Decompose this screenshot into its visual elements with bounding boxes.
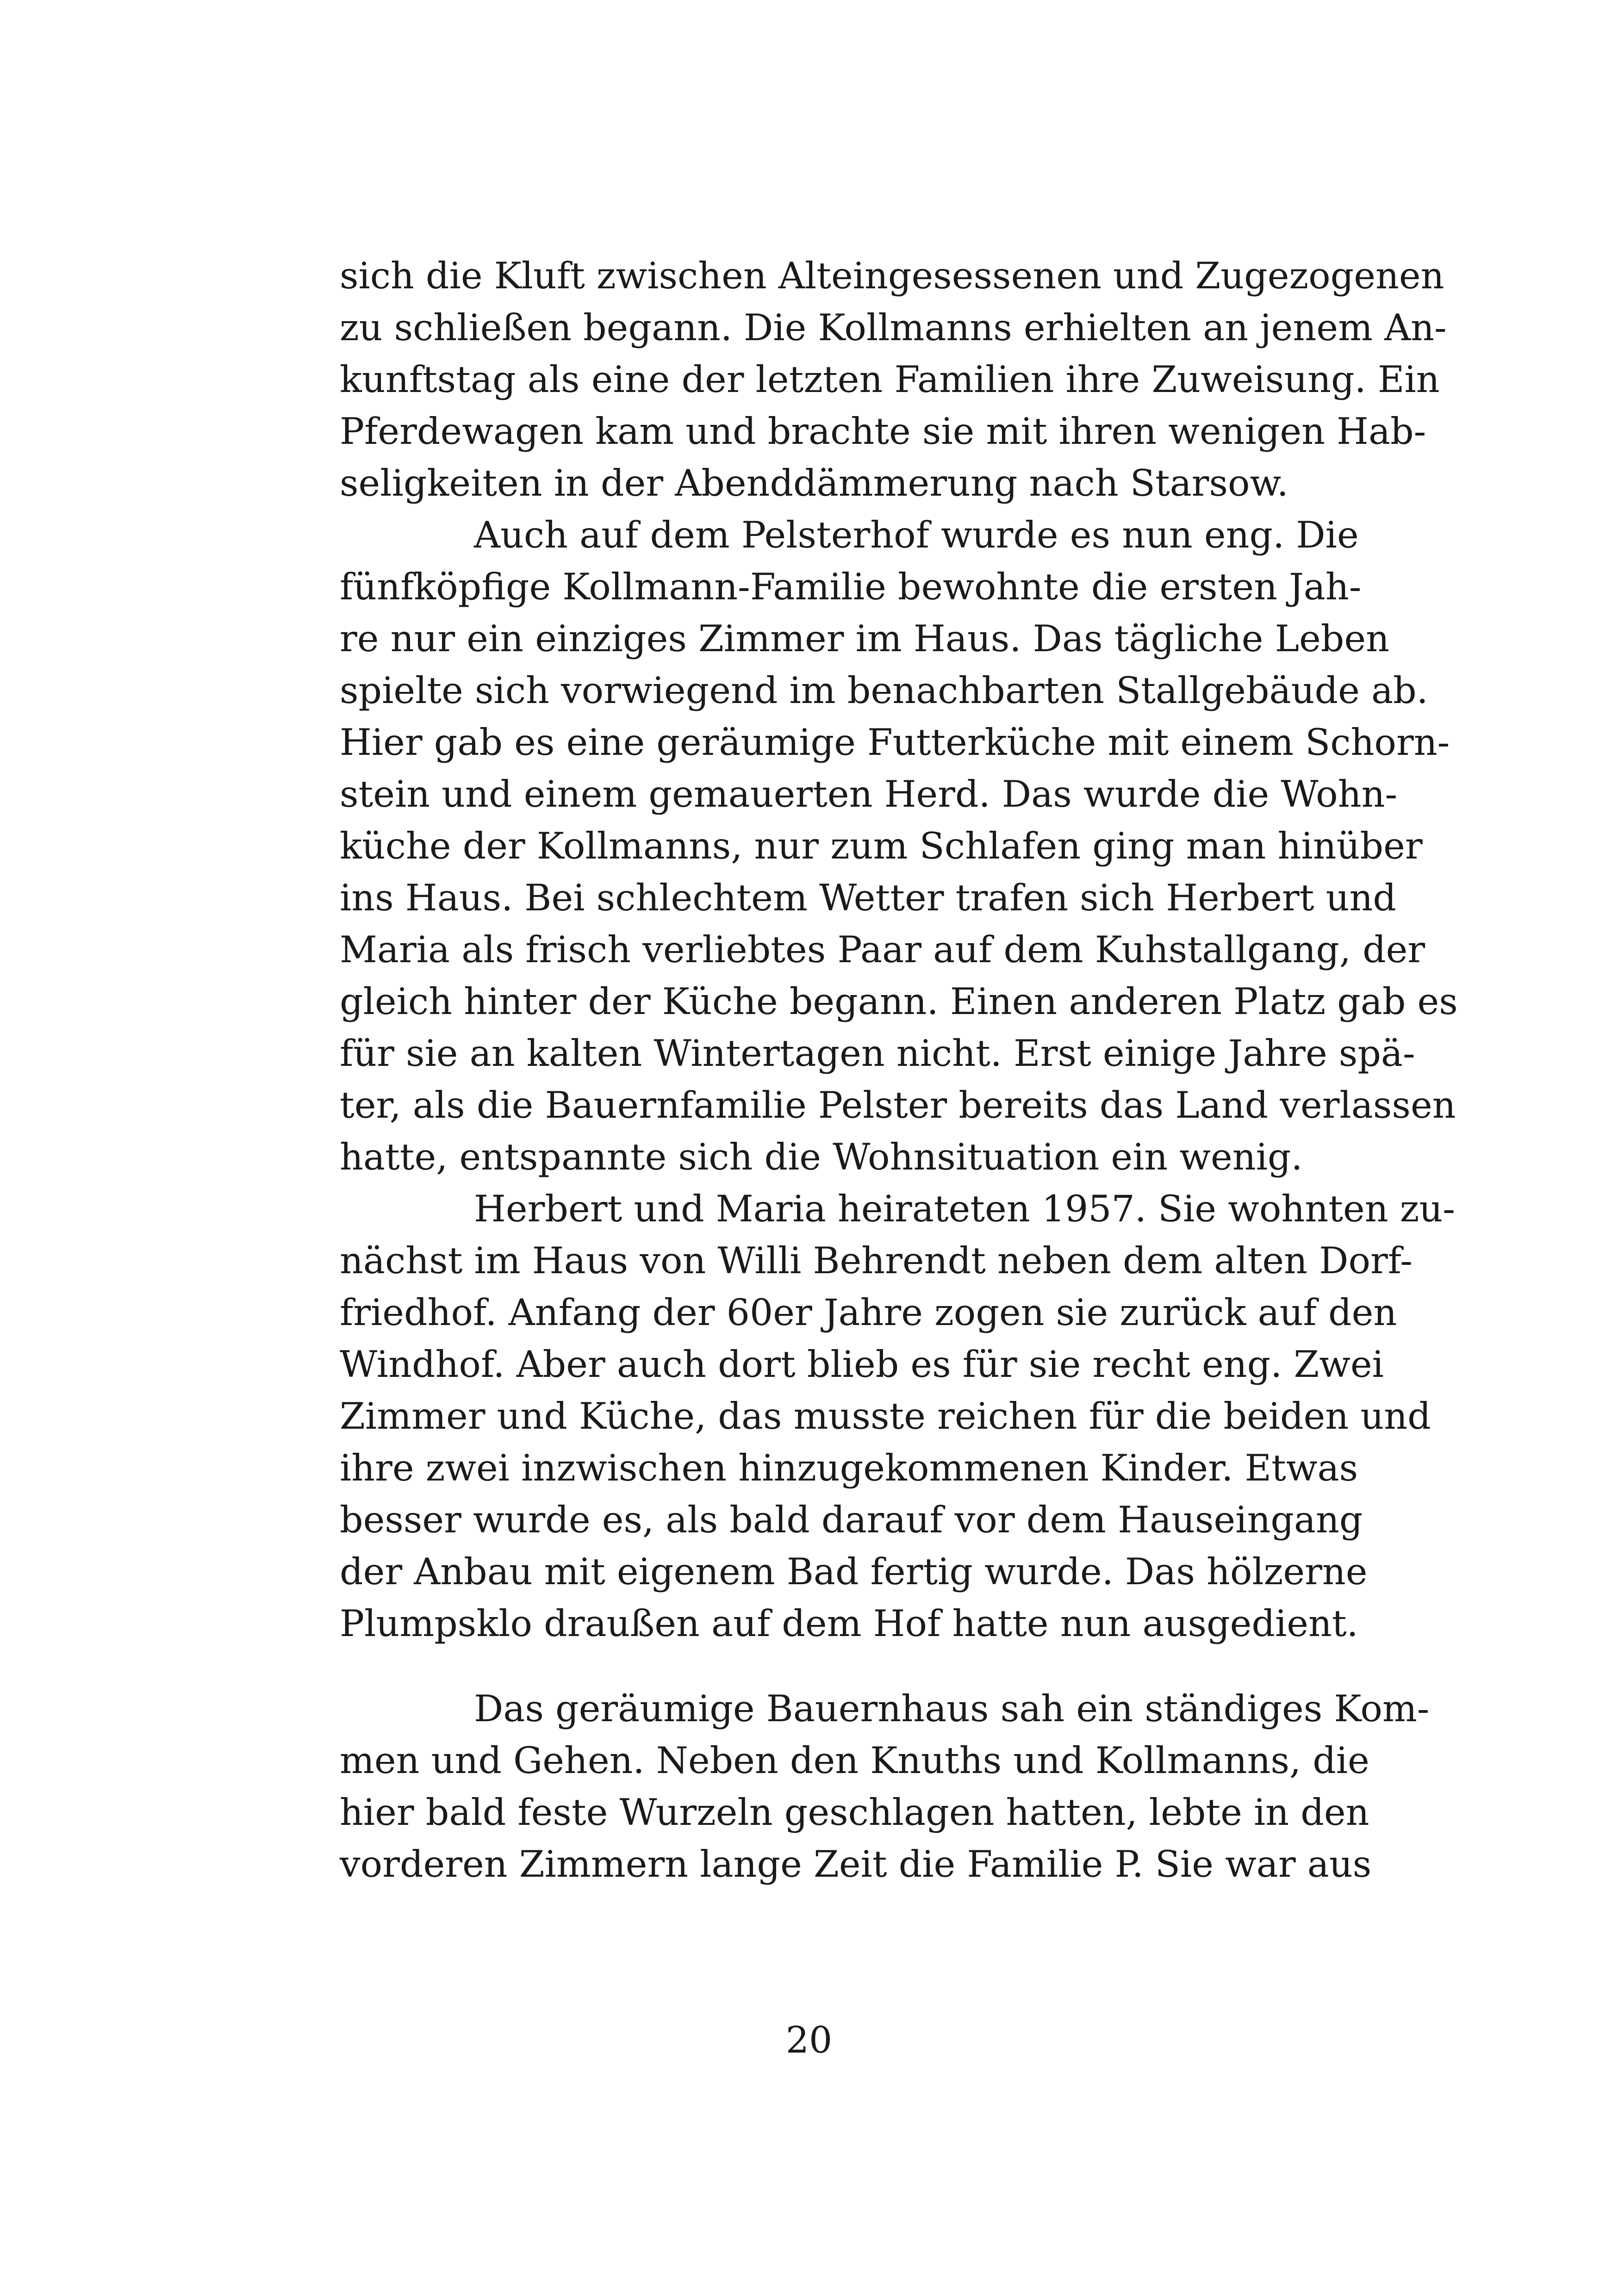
text-line: re nur ein einziges Zimmer im Haus. Das tägliche Leben bbox=[340, 617, 1390, 660]
text-line: friedhof. Anfang der 60er Jahre zogen sie zurück auf den bbox=[340, 1291, 1397, 1334]
text-line: fünfköpfige Kollmann-Familie bewohnte die ersten Jah- bbox=[340, 566, 1362, 608]
text-line: Das geräumige Bauernhaus sah ein ständiges Kom- bbox=[474, 1687, 1430, 1730]
text-line: Windhof. Aber auch dort blieb es für sie recht eng. Zwei bbox=[340, 1343, 1384, 1386]
text-line: kunftstag als eine der letzten Familien ihre Zuweisung. Ein bbox=[340, 358, 1440, 401]
text-line: zu schließen begann. Die Kollmanns erhielten an jenem An- bbox=[340, 306, 1447, 349]
text-line: vorderen Zimmern lange Zeit die Familie P. Sie war aus bbox=[340, 1843, 1372, 1885]
text-line: für sie an kalten Wintertagen nicht. Erst einige Jahre spä- bbox=[340, 1032, 1415, 1075]
text-line: Maria als frisch verliebtes Paar auf dem Kuhstallgang, der bbox=[340, 928, 1425, 971]
text-line: ter, als die Bauernfamilie Pelster bereits das Land verlassen bbox=[340, 1084, 1456, 1126]
text-line: Herbert und Maria heirateten 1957. Sie wohnten zu- bbox=[474, 1188, 1455, 1230]
text-line: küche der Kollmanns, nur zum Schlafen ging man hinüber bbox=[340, 825, 1423, 867]
page-number: 20 bbox=[785, 2019, 833, 2061]
text-line: besser wurde es, als bald darauf vor dem Hauseingang bbox=[340, 1499, 1363, 1541]
text-line: sich die Kluft zwischen Alteingesessenen und Zugezogenen bbox=[340, 255, 1444, 297]
text-line: Plumpsklo draußen auf dem Hof hatte nun ausgedient. bbox=[340, 1602, 1358, 1645]
text-line: spielte sich vorwiegend im benachbarten Stallgebäude ab. bbox=[340, 669, 1428, 712]
text-line: Auch auf dem Pelsterhof wurde es nun eng. Die bbox=[474, 514, 1359, 556]
text-line: gleich hinter der Küche begann. Einen anderen Platz gab es bbox=[340, 980, 1458, 1023]
text-line: nächst im Haus von Willi Behrendt neben dem alten Dorf- bbox=[340, 1239, 1413, 1282]
text-line: men und Gehen. Neben den Knuths und Kollmanns, die bbox=[340, 1739, 1369, 1782]
text-line: seligkeiten in der Abenddämmerung nach Starsow. bbox=[340, 462, 1288, 504]
text-line: ins Haus. Bei schlechtem Wetter trafen sich Herbert und bbox=[340, 877, 1396, 919]
text-line: Zimmer und Küche, das musste reichen für die beiden und bbox=[340, 1395, 1431, 1437]
text-line: Pferdewagen kam und brachte sie mit ihren wenigen Hab- bbox=[340, 410, 1426, 453]
text-line: hier bald feste Wurzeln geschlagen hatten, lebte in den bbox=[340, 1791, 1369, 1834]
text-line: ihre zwei inzwischen hinzugekommenen Kinder. Etwas bbox=[340, 1447, 1358, 1489]
text-line: der Anbau mit eigenem Bad fertig wurde. Das hölzerne bbox=[340, 1550, 1368, 1593]
text-line: stein und einem gemauerten Herd. Das wurde die Wohn- bbox=[340, 773, 1398, 815]
text-line: Hier gab es eine geräumige Futterküche mit einem Schorn- bbox=[340, 721, 1450, 764]
text-line: hatte, entspannte sich die Wohnsituation ein wenig. bbox=[340, 1136, 1303, 1178]
